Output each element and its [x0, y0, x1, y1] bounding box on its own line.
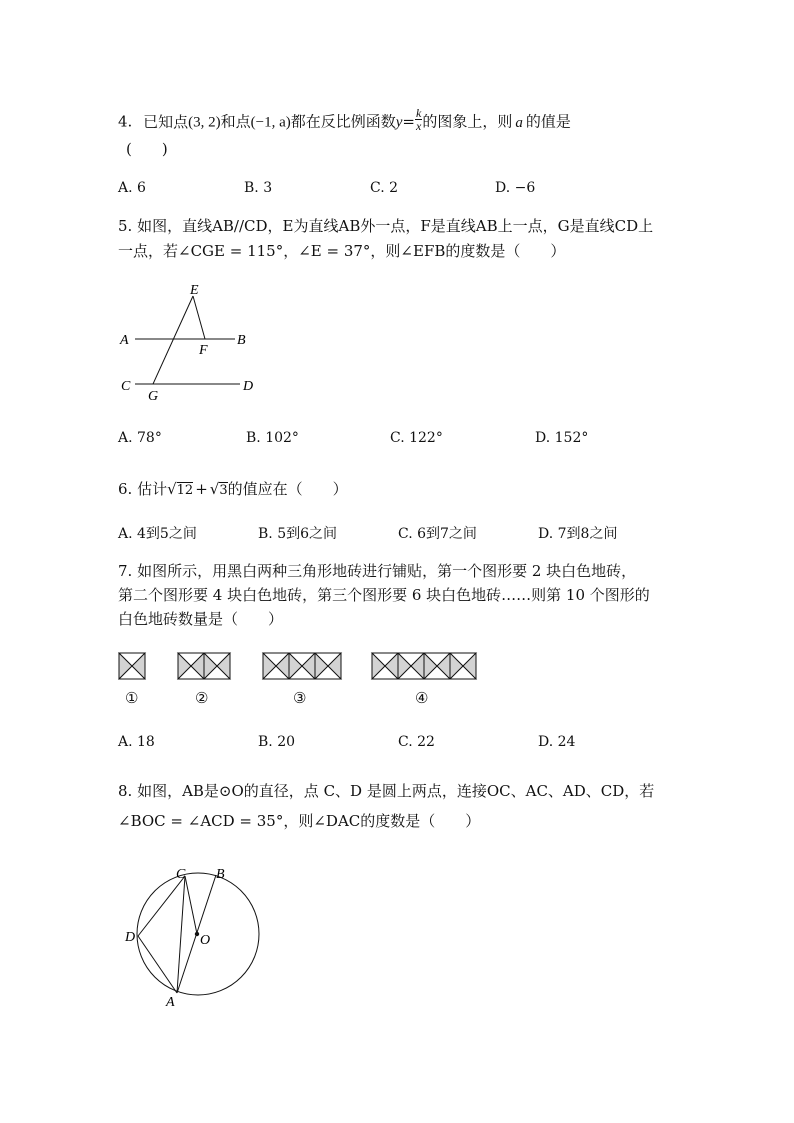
- q4-text-3: 都在反比例函数: [290, 112, 396, 131]
- q7-line-3: 白色地砖数量是（ ）: [118, 610, 284, 628]
- q5-option-d[interactable]: D. 152°: [535, 430, 589, 446]
- q4-text-4: 的图象上，则: [422, 112, 513, 131]
- label-f: F: [199, 343, 208, 358]
- q6-sqrt-3: [210, 478, 228, 502]
- q7-line-1: 7. 如图所示，用黑白两种三角形地砖进行铺贴，第一个图形要 2 块白色地砖，: [118, 562, 637, 580]
- q4-option-b[interactable]: B. 3: [244, 180, 273, 196]
- q4-number: 4.: [118, 112, 133, 131]
- tile-figure-4: [372, 653, 476, 679]
- q7-option-d[interactable]: D. 24: [538, 734, 576, 750]
- q7-line-2: 第二个图形要 4 块白色地砖，第三个图形要 6 块白色地砖……则第 10 个图形的: [118, 586, 650, 604]
- center-o-dot: [195, 932, 199, 936]
- label-e: E: [190, 283, 199, 298]
- label-a: A: [166, 995, 175, 1010]
- q5-option-b[interactable]: B. 102°: [246, 430, 299, 446]
- label-b: B: [216, 867, 225, 882]
- segment-ge: [153, 296, 193, 384]
- q6-text-1: 6. 估计: [118, 480, 168, 498]
- sqrt-icon: √: [209, 480, 220, 498]
- q4-option-c[interactable]: C. 2: [370, 180, 399, 196]
- segment-ac: [177, 876, 185, 993]
- q4-frac-x: x: [416, 119, 422, 133]
- q6-radicand-12: 12: [176, 483, 194, 498]
- q4-option-d[interactable]: D. −6: [495, 180, 536, 196]
- q6-radicand-3: 3: [219, 483, 228, 498]
- q7-tile-figures: [118, 652, 480, 682]
- q6-option-a[interactable]: A. 4到5之间: [118, 526, 197, 542]
- q8-line-2: ∠BOC = ∠ACD = 35°，则∠DAC的度数是（ ）: [118, 812, 481, 830]
- tile-figure-1: [119, 653, 145, 679]
- q5-option-a[interactable]: A. 78°: [118, 430, 162, 446]
- q5-line-1: 5. 如图，直线AB//CD，E为直线AB外一点，F是直线AB上一点，G是直线CD上: [118, 217, 654, 235]
- q4-func-y: y: [395, 114, 403, 131]
- segment-ef: [193, 296, 205, 339]
- q6-option-d[interactable]: D. 7到8之间: [538, 526, 618, 542]
- q7-figure-label-3: ③: [293, 689, 307, 707]
- sqrt-icon: √: [167, 480, 177, 498]
- label-b: B: [237, 333, 246, 348]
- q4-option-a[interactable]: A. 6: [118, 180, 146, 196]
- label-c: C: [121, 379, 131, 394]
- q4-line: [118, 106, 571, 135]
- q4-text-2: 和点: [220, 112, 251, 131]
- q7-figure-label-4: ④: [415, 689, 429, 707]
- segment-oc: [185, 876, 197, 934]
- q6-option-b[interactable]: B. 5到6之间: [258, 526, 338, 542]
- q4-var-a: a: [515, 114, 523, 131]
- label-c: C: [176, 867, 186, 882]
- q6-sqrt-12: [167, 478, 193, 502]
- q4-answer-paren: ( ): [126, 140, 168, 158]
- q4-frac-k: k: [416, 106, 422, 120]
- label-d: D: [125, 930, 136, 945]
- q7-option-b[interactable]: B. 20: [258, 734, 296, 750]
- q7-option-c[interactable]: C. 22: [398, 734, 435, 750]
- q6-line: [118, 478, 348, 502]
- segment-ad: [138, 936, 177, 993]
- q4-fraction: [415, 107, 422, 132]
- q4-text-5: 的值是: [525, 112, 571, 131]
- label-g: G: [148, 389, 159, 404]
- q5-line-2: 一点，若∠CGE = 115°，∠E = 37°，则∠EFB的度数是（ ）: [118, 242, 566, 260]
- label-a: A: [120, 333, 129, 348]
- q7-option-a[interactable]: A. 18: [118, 734, 155, 750]
- q4-func-eq: =: [402, 112, 415, 131]
- tile-figure-2: [178, 653, 230, 679]
- label-o: O: [200, 933, 211, 948]
- q5-option-c[interactable]: C. 122°: [390, 430, 443, 446]
- q8-figure: [120, 862, 275, 1012]
- q4-text-1: 已知点: [143, 112, 189, 131]
- q6-text-2: 的值应在（ ）: [227, 480, 348, 498]
- tile-figure-3: [263, 653, 341, 679]
- q6-plus: +: [195, 480, 208, 498]
- q5-figure: [115, 280, 265, 405]
- q4-point-1: (3, 2): [188, 114, 221, 131]
- q7-figure-label-2: ②: [195, 689, 209, 707]
- q6-option-c[interactable]: C. 6到7之间: [398, 526, 477, 542]
- q4-point-2: (−1, a): [250, 114, 291, 131]
- label-d: D: [243, 379, 254, 394]
- q7-figure-label-1: ①: [125, 689, 139, 707]
- q8-line-1: 8. 如图，AB是⊙O的直径，点 C、D 是圆上两点，连接OC、AC、AD、CD，若: [118, 782, 655, 800]
